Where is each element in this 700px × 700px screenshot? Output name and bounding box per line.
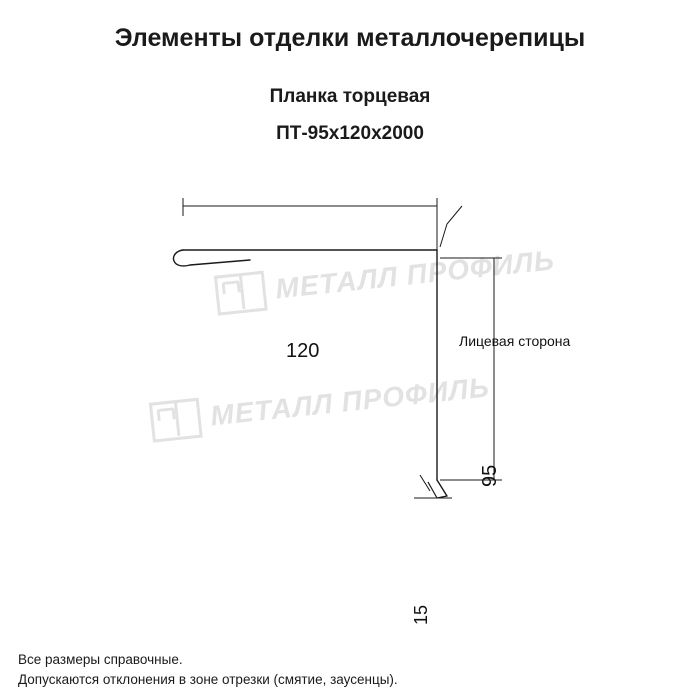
callout-leader [440, 206, 462, 247]
watermark-text: МЕТАЛЛ ПРОФИЛЬ [208, 371, 492, 432]
watermark-text: МЕТАЛЛ ПРОФИЛЬ [273, 244, 557, 305]
footer-notes [18, 650, 398, 690]
callout-front-side: Лицевая сторона [459, 333, 571, 349]
footer-note-line-1: Все размеры справочные. [18, 652, 183, 667]
dimension-label-height: 95 [479, 464, 501, 487]
profile-outline [173, 250, 447, 496]
dimension-label-width: 120 [286, 340, 320, 362]
product-name: Планка торцевая [269, 86, 431, 107]
dimension-lines [183, 198, 502, 498]
dimension-label-flange: 15 [411, 604, 431, 625]
footer-note-line-2: Допускаются отклонения в зоне отрезки (смятие, заусенцы). [18, 672, 398, 687]
flange-detail [428, 482, 447, 498]
product-code: ПТ-95x120х2000 [276, 123, 424, 144]
technical-drawing [0, 150, 700, 625]
drawing-svg [0, 150, 700, 550]
page-title: Элементы отделки металлочерепицы [114, 24, 586, 52]
